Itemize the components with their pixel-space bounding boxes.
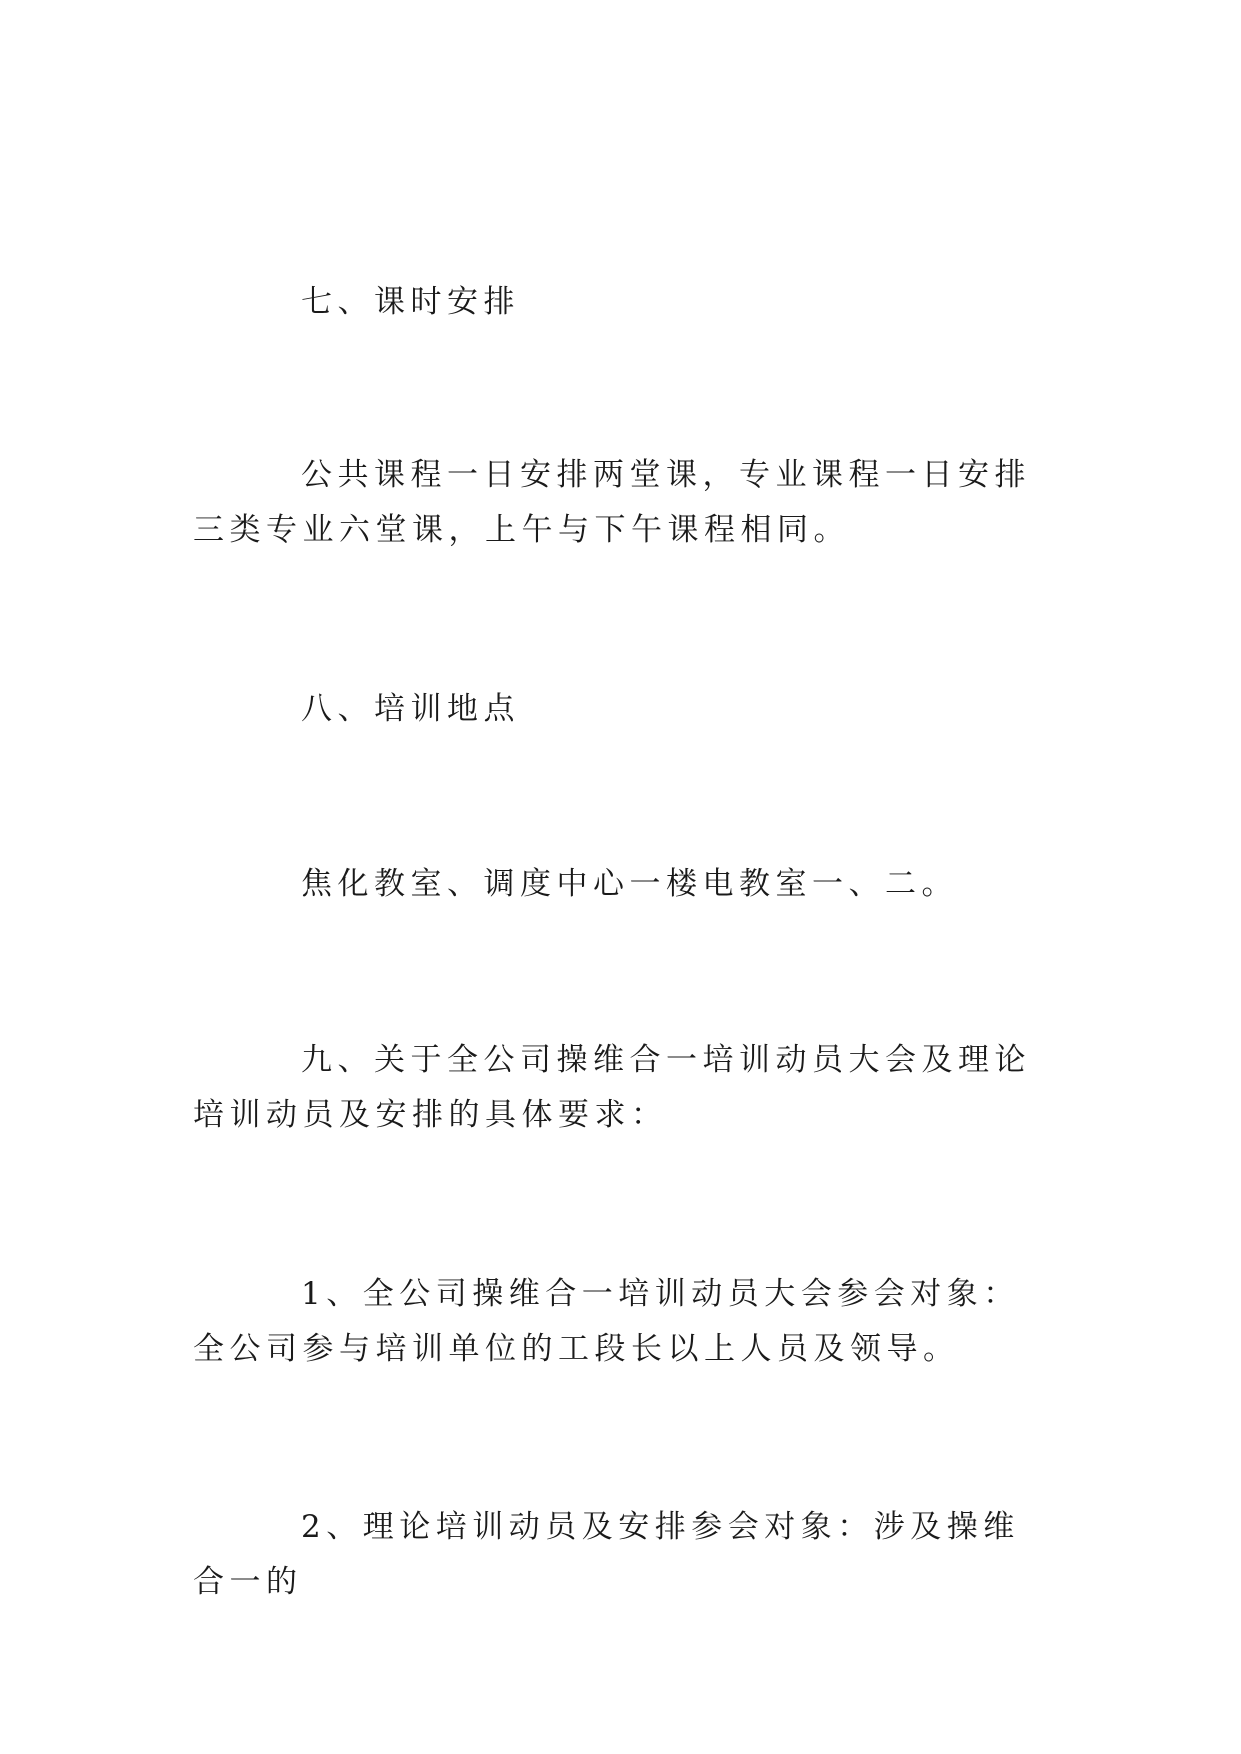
section-heading-9: 九、关于全公司操维合一培训动员大会及理论培训动员及安排的具体要求： (193, 1042, 1031, 1133)
schedule-paragraph: 公共课程一日安排两堂课，专业课程一日安排三类专业六堂课，上午与下午课程相同。 (193, 457, 1031, 548)
section-heading-8: 八、培训地点 (301, 691, 520, 727)
requirement-item-2: 2、理论培训动员及安排参会对象：涉及操维合一的 (193, 1509, 1020, 1600)
location-paragraph: 焦化教室、调度中心一楼电教室一、二。 (301, 866, 958, 902)
section-heading-7: 七、课时安排 (301, 284, 520, 320)
requirement-item-1: 1、全公司操维合一培训动员大会参会对象：全公司参与培训单位的工段长以上人员及领导。 (193, 1276, 1020, 1367)
